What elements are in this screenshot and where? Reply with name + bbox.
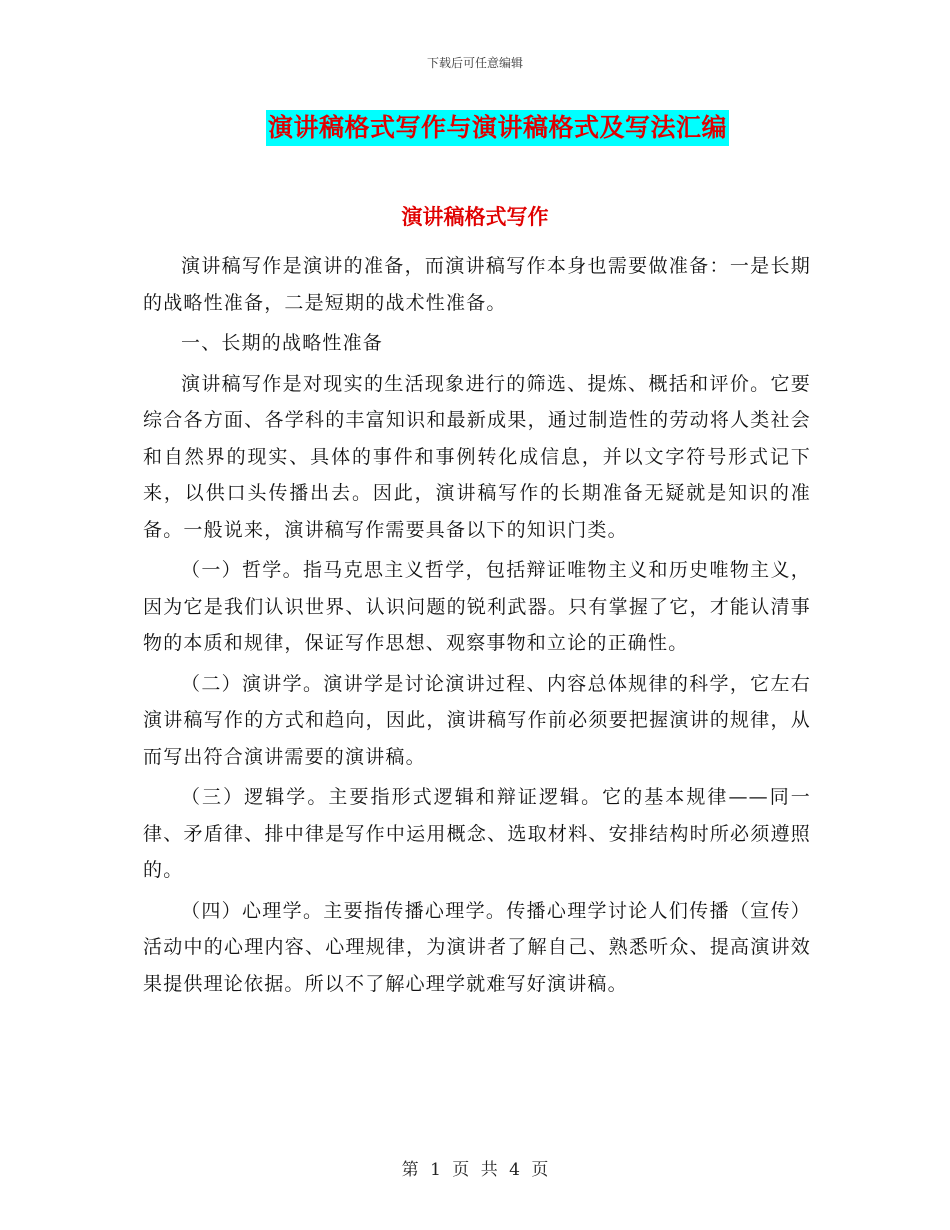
document-title: 演讲稿格式写作与演讲稿格式及写法汇编 — [266, 110, 729, 146]
paragraph-knowledge: 演讲稿写作是对现实的生活现象进行的筛选、提炼、概括和评价。它要综合各方面、各学科的丰富知识和最新成果，通过制造性的劳动将人类社会和自然界的现实、具体的事件和事例转化成信息，并以文字符号形式记下来，以供口头传播出去。因此，演讲稿写作的长期准备无疑就是知识的准备。一般说来，演讲稿写作需要具备以下的知识门类。 — [143, 372, 811, 541]
paragraph-heading-long-term: 一、长期的战略性准备 — [181, 332, 384, 354]
paragraph-speech-studies: （二）演讲学。演讲学是讨论演讲过程、内容总体规律的科学，它左右演讲稿写作的方式和趋向，因此，演讲稿写作前必须要把握演讲的规律，从而写出符合演讲需要的演讲稿。 — [143, 672, 811, 768]
paragraph-logic: （三）逻辑学。主要指形式逻辑和辩证逻辑。它的基本规律——同一律、矛盾律、排中律是写作中运用概念、选取材料、安排结构时所必须遵照的。 — [143, 786, 811, 881]
paragraph-psychology: （四）心理学。主要指传播心理学。传播心理学讨论人们传播（宣传）活动中的心理内容、心理规律，为演讲者了解自己、熟悉听众、提高演讲效果提供理论依据。所以不了解心理学就难写好演讲稿。 — [143, 899, 811, 995]
section-title: 演讲稿格式写作 — [401, 204, 549, 229]
paragraph-philosophy: （一）哲学。指马克思主义哲学，包括辩证唯物主义和历史唯物主义，因为它是我们认识世界、认识问题的锐利武器。只有掌握了它，才能认清事物的本质和规律，保证写作思想、观察事物和立论的正确性。 — [143, 559, 811, 654]
document-title-container — [0, 110, 950, 146]
document-body — [143, 248, 811, 1006]
page-number-footer: 第 1 页 共 4 页 — [401, 1160, 549, 1180]
header-note: 下载后可任意编辑 — [426, 56, 523, 70]
paragraph-intro: 演讲稿写作是演讲的准备，而演讲稿写作本身也需要做准备：一是长期的战略性准备，二是短期的战术性准备。 — [143, 255, 811, 314]
